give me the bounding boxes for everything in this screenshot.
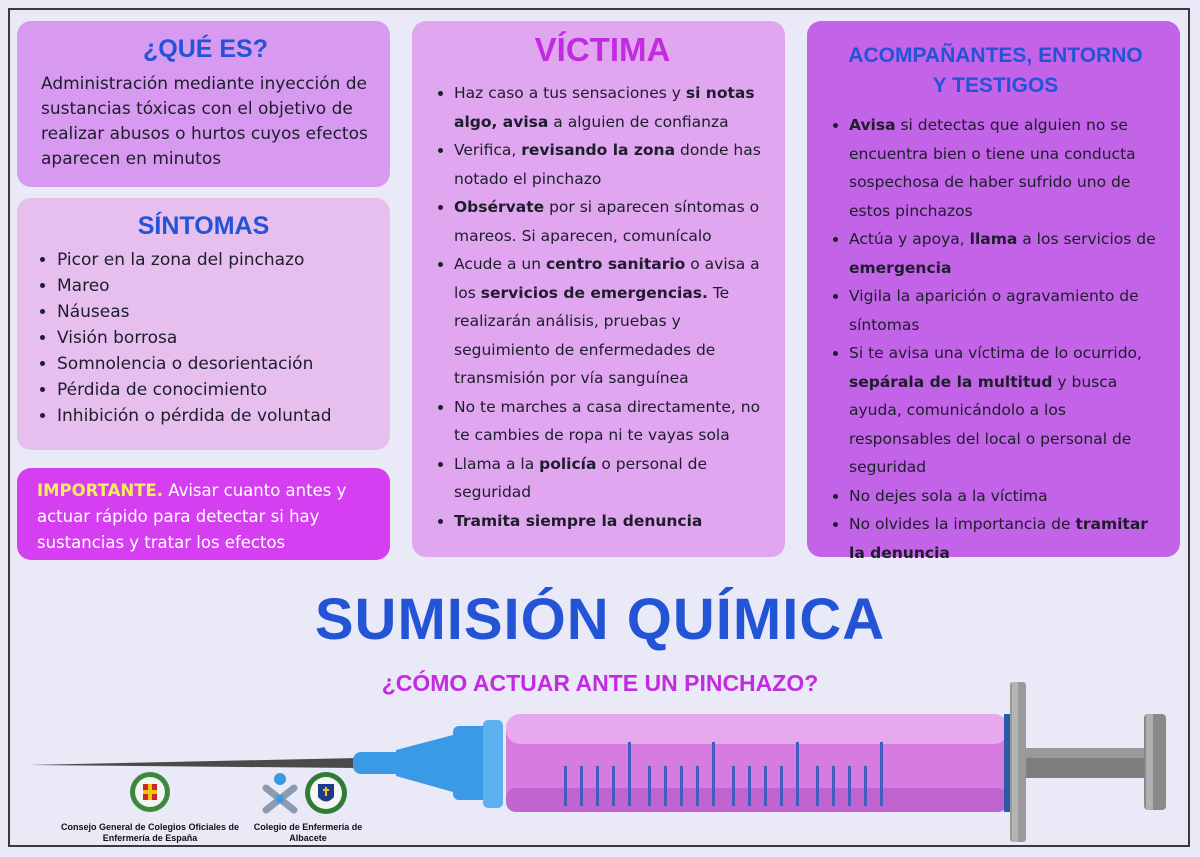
list-item: • Avisa si detectas que alguien no se encuentra bien o tiene una conducta sospechosa de haber sufrido uno de estos pinchazos <box>849 111 1164 225</box>
main-title: SUMISIÓN QUÍMICA <box>314 587 886 652</box>
list-item: • Obsérvate por si aparecen síntomas o mareos. Si aparecen, comunícalo <box>454 193 773 250</box>
victim-card <box>412 21 785 557</box>
companions-list <box>827 111 1164 567</box>
list-item: • Mareo <box>57 273 372 299</box>
consejo-logo-text: Consejo General de Colegios Oficiales de Enfermería de España <box>60 822 240 843</box>
subtitle: ¿CÓMO ACTUAR ANTE UN PINCHAZO? <box>381 670 819 696</box>
list-item: • Vigila la aparición o agravamiento de síntomas <box>849 282 1164 339</box>
victim-title: VÍCTIMA <box>534 31 671 68</box>
list-item: • No olvides la importancia de tramitar la denuncia <box>849 510 1164 567</box>
list-item: • Visión borrosa <box>57 325 372 351</box>
symptoms-list <box>35 247 372 429</box>
list-item: • No te marches a casa directamente, no te cambies de ropa ni te vayas sola <box>454 393 773 450</box>
what-is-title: ¿QUÉ ES? <box>142 35 268 63</box>
list-item: • Somnolencia o desorientación <box>57 351 372 377</box>
what-is-text: Administración mediante inyección de sustancias tóxicas con el objetivo de realizar abusos o hurtos cuyos efectos aparecen en minutos <box>41 74 368 169</box>
syringe-icon <box>28 680 1178 845</box>
list-item: • No dejes sola a la víctima <box>849 482 1164 511</box>
important-text <box>37 478 372 556</box>
important-label: IMPORTANTE. <box>37 481 163 500</box>
colegio-emblem-icon <box>303 770 349 816</box>
list-item: • Pérdida de conocimiento <box>57 377 372 403</box>
list-item: • Náuseas <box>57 299 372 325</box>
list-item: • Haz caso a tus sensaciones y si notas algo, avisa a alguien de confianza <box>454 79 773 136</box>
list-item: • Tramita siempre la denuncia <box>454 507 773 536</box>
list-item: • Inhibición o pérdida de voluntad <box>57 403 372 429</box>
symptoms-card <box>17 198 390 450</box>
consejo-emblem-icon <box>128 770 172 814</box>
companions-title: ACOMPAÑANTES, ENTORNO Y TESTIGOS <box>848 44 1143 97</box>
companions-card <box>807 21 1180 562</box>
nurse-figure-icon <box>262 772 298 814</box>
list-item: • Si te avisa una víctima de lo ocurrido, sepárala de la multitud y busca ayuda, comunicándolo a los responsables del local o personal de seguridad <box>849 339 1164 482</box>
list-item: • Actúa y apoya, llama a los servicios de emergencia <box>849 225 1164 282</box>
important-body: Avisar cuanto antes y actuar rápido para detectar si hay sustancias y tratar los efectos <box>37 481 347 552</box>
list-item: • Verifica, revisando la zona donde has notado el pinchazo <box>454 136 773 193</box>
important-card <box>17 468 390 560</box>
list-item: • Llama a la policía o personal de seguridad <box>454 450 773 507</box>
what-is-card <box>17 21 390 187</box>
colegio-logo-text: Colegio de Enfermería de Albacete <box>253 822 363 843</box>
list-item: • Picor en la zona del pinchazo <box>57 247 372 273</box>
list-item: • Acude a un centro sanitario o avisa a los servicios de emergencias. Te realizarán análisis, pruebas y seguimiento de enfermedades de transmisión por vía sanguínea <box>454 250 773 393</box>
symptoms-title: SÍNTOMAS <box>137 212 270 240</box>
victim-list <box>432 79 773 535</box>
